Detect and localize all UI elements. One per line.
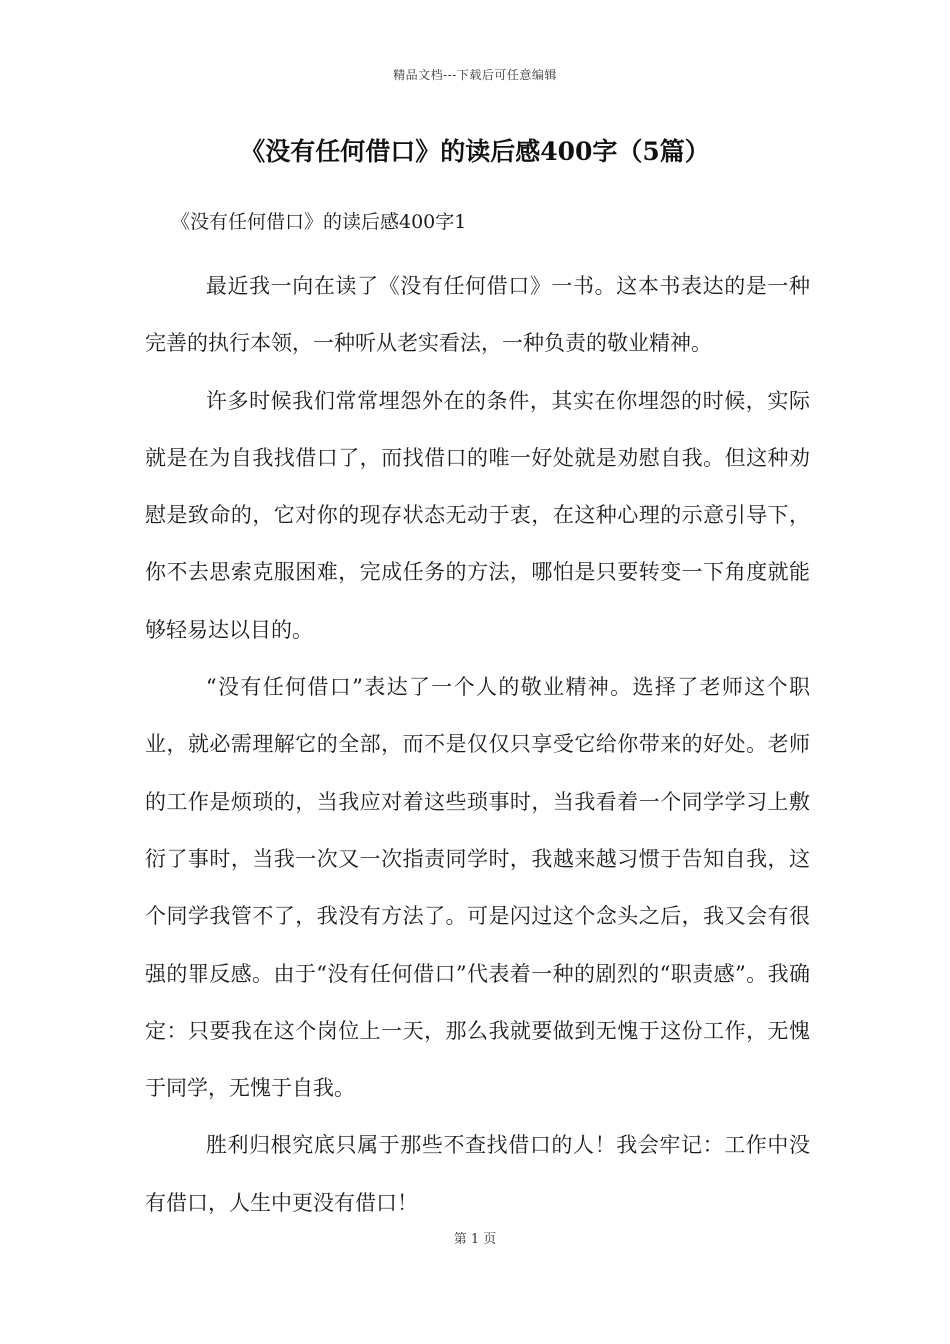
paragraph-4: 胜利归根究底只属于那些不查找借口的人！我会牢记：工作中没有借口，人生中更没有借口！ [145,1133,810,1215]
paragraph-3: “没有任何借口”表达了一个人的敬业精神。选择了老师这个职业，就必需理解它的全部，而不是仅仅只享受它给你带来的好处。老师的工作是烦琐的，当我应对着这些琐事时，当我看着一个同学学习上敷衍了事时，当我一次又一次指责同学时，我越来越习惯于告知自我，这个同学我管不了，我没有方法了。可是闪过这个念头之后，我又会有很强的罪反感。由于“没有任何借口”代表着一种的剧烈的“职责感”。我确定：只要我在这个岗位上一天，那么我就要做到无愧于这份工作，无愧于同学，无愧于自我。 [145,675,810,1101]
paragraph-2: 许多时候我们常常埋怨外在的条件，其实在你埋怨的时候，实际就是在为自我找借口了，而找借口的唯一好处就是劝慰自我。但这种劝慰是致命的，它对你的现存状态无动于衷，在这种心理的示意引导下，你不去思索克服困难，完成任务的方法，哪怕是只要转变一下角度就能够轻易达以目的。 [145,388,810,642]
document-body [145,258,810,1232]
section-heading: 《没有任何借口》的读后感400字1 [171,211,467,233]
document-title: 《没有任何借口》的读后感400字（5篇） [240,137,710,166]
paragraph-1: 最近我一向在读了《没有任何借口》一书。这本书表达的是一种完善的执行本领，一种听从老实看法，一种负责的敬业精神。 [145,274,810,356]
page-header-watermark: 精品文档---下载后可任意编辑 [393,68,557,82]
page-number: 第 1 页 [453,1232,497,1247]
